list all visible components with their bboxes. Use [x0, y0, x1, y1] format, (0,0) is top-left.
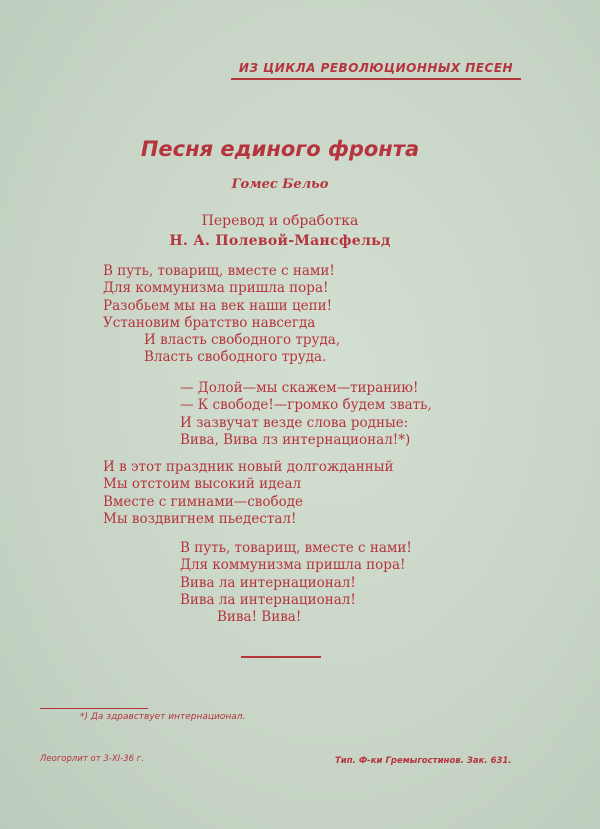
verse-line: В путь, товарищ, вместе с нами! [103, 263, 335, 279]
stanza-2 [180, 380, 432, 449]
verse-line: Для коммунизма пришла пора! [103, 280, 329, 297]
verse-line: И в этот праздник новый долгожданный [103, 459, 394, 475]
song-author: Гомес Бельо [231, 177, 329, 192]
verse-line: — Долой—мы скажем—тиранию! [180, 380, 419, 396]
translation-label: Перевод и обработка [201, 213, 359, 229]
verse-line: Власть свободного труда. [144, 349, 327, 366]
song-title: Песня единого фронта [140, 137, 420, 161]
verse-line: Для коммунизма пришла пора! [180, 557, 406, 574]
verse-line: Мы отстоим высокий идеал [103, 476, 302, 493]
closing-divider [241, 656, 321, 658]
stanza-4 [180, 540, 412, 626]
censor-imprint: Леогорлит от 3-XI-36 г. [40, 754, 144, 764]
verse-line: Вива ла интернационал! [180, 574, 356, 591]
verse-line: Вива! Вива! [217, 609, 302, 626]
verse-line: Вива, Вива лз интернационал!*) [180, 431, 411, 448]
verse-line: И власть свободного труда, [144, 332, 341, 349]
stanza-3 [103, 459, 393, 528]
translator-name: Н. А. Полевой-Мансфельд [169, 233, 391, 249]
verse-line: — К свободе!—громко будем звать, [180, 397, 432, 414]
translation-credit [0, 211, 560, 251]
footnote: *) Да здравствует интернационал. [80, 712, 246, 722]
verse-line: И зазвучат везде слова родные: [180, 414, 409, 431]
verse-line: Разобьем мы на век наши цепи! [103, 297, 333, 314]
series-heading: ИЗ ЦИКЛА РЕВОЛЮЦИОННЫХ ПЕСЕН [231, 56, 521, 80]
verse-line: В путь, товарищ, вместе с нами! [180, 540, 412, 556]
verse-line: Мы воздвигнем пьедестал! [103, 510, 297, 527]
footnote-divider [40, 708, 148, 709]
stanza-1 [103, 263, 340, 367]
verse-line: Установим братство навсегда [103, 314, 316, 331]
printer-imprint: Тип. Ф-ки Гремыгостинов. Зак. 631. [335, 756, 512, 766]
verse-line: Вива ла интернационал! [180, 591, 356, 608]
verse-line: Вместе с гимнами—свободе [103, 493, 304, 510]
